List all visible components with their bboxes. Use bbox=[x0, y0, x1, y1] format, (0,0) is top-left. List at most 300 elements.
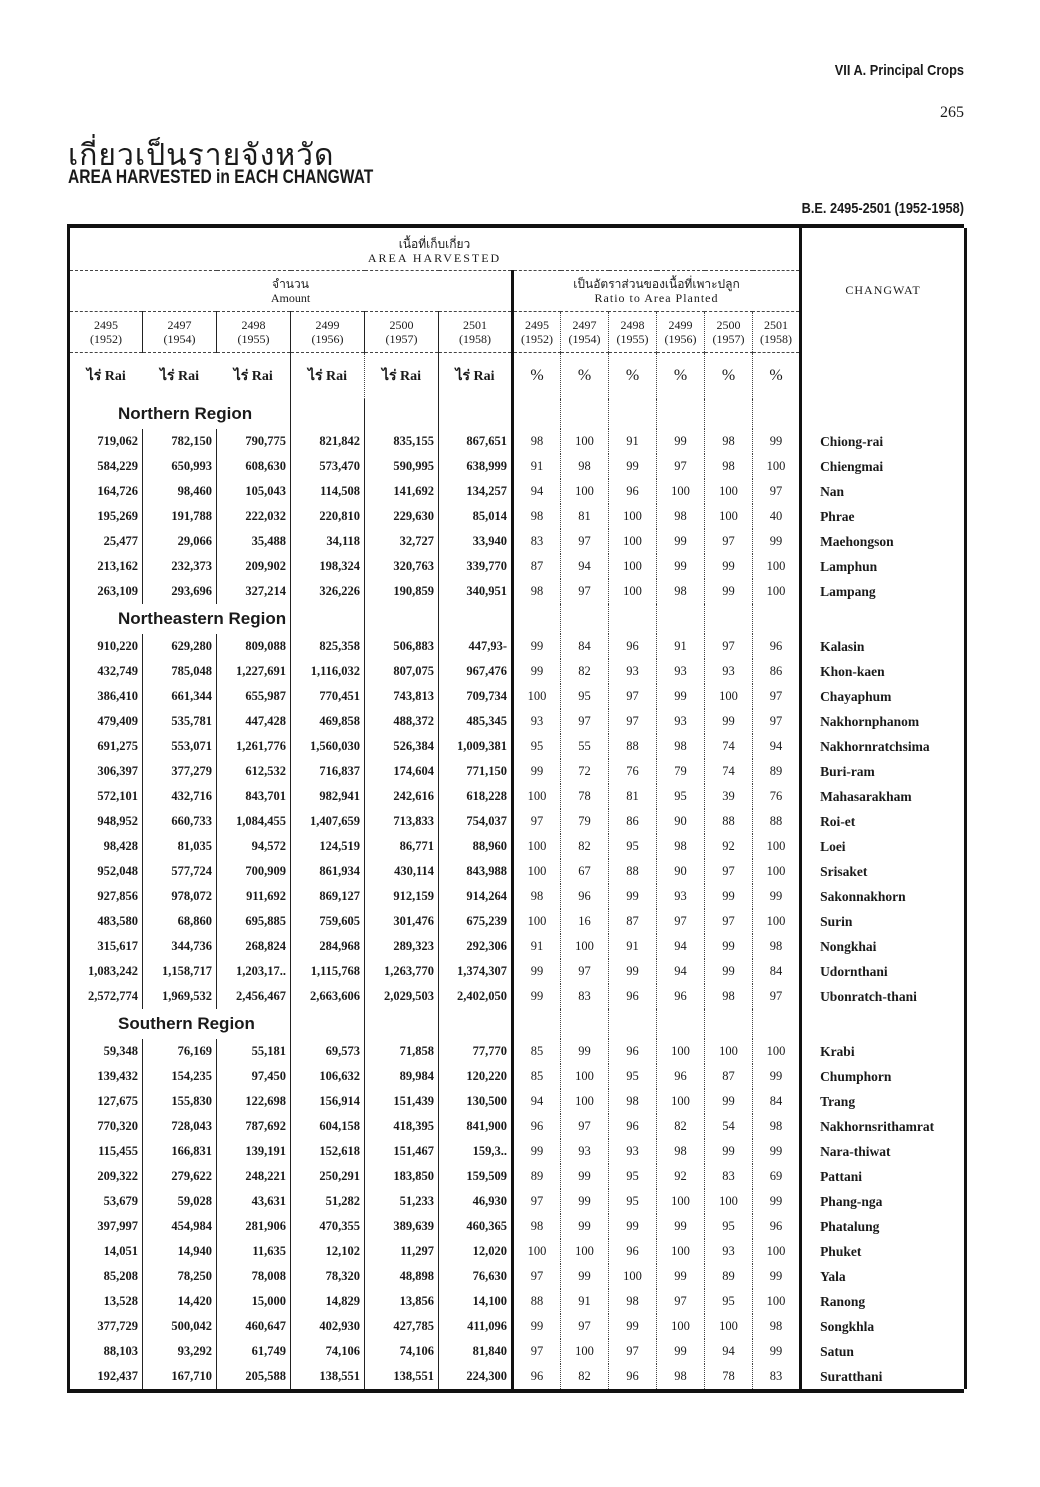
ratio-cell: 96 bbox=[609, 1114, 657, 1139]
amount-cell: 78,008 bbox=[217, 1264, 291, 1289]
amount-cell: 29,066 bbox=[143, 529, 217, 554]
amount-cell: 159,509 bbox=[439, 1164, 513, 1189]
amount-cell: 340,951 bbox=[439, 579, 513, 604]
table-row bbox=[69, 1189, 966, 1214]
ratio-cell: 100 bbox=[657, 1239, 705, 1264]
amount-cell: 782,150 bbox=[143, 429, 217, 454]
amount-cell: 11,635 bbox=[217, 1239, 291, 1264]
amount-cell: 78,250 bbox=[143, 1264, 217, 1289]
amount-cell: 14,420 bbox=[143, 1289, 217, 1314]
ratio-cell: 100 bbox=[561, 429, 609, 454]
amount-cell: 488,372 bbox=[365, 709, 439, 734]
amount-cell: 728,043 bbox=[143, 1114, 217, 1139]
amount-cell: 469,858 bbox=[291, 709, 365, 734]
ratio-cell: 94 bbox=[513, 1089, 561, 1114]
amount-cell: 35,488 bbox=[217, 529, 291, 554]
ratio-cell: 89 bbox=[753, 759, 801, 784]
amount-cell: 1,263,770 bbox=[365, 959, 439, 984]
amount-cell: 377,729 bbox=[69, 1314, 143, 1339]
amount-cell: 754,037 bbox=[439, 809, 513, 834]
ratio-cell: 99 bbox=[657, 529, 705, 554]
ratio-cell: 84 bbox=[753, 959, 801, 984]
table-row bbox=[69, 1289, 966, 1314]
ratio-cell: 100 bbox=[705, 479, 753, 504]
amount-cell: 46,930 bbox=[439, 1189, 513, 1214]
ratio-header bbox=[513, 271, 801, 312]
ratio-cell: 83 bbox=[705, 1164, 753, 1189]
ratio-cell: 100 bbox=[705, 684, 753, 709]
amount-cell: 719,062 bbox=[69, 429, 143, 454]
amount-cell: 205,588 bbox=[217, 1364, 291, 1389]
empty-cell bbox=[609, 399, 657, 429]
changwat-name: Lamphun bbox=[801, 554, 966, 579]
empty-cell bbox=[365, 1009, 439, 1039]
table-row bbox=[69, 1314, 966, 1339]
amount-cell: 59,348 bbox=[69, 1039, 143, 1064]
amount-cell: 573,470 bbox=[291, 454, 365, 479]
amount-cell: 13,528 bbox=[69, 1289, 143, 1314]
table-row bbox=[69, 554, 966, 579]
changwat-name: Surin bbox=[801, 909, 966, 934]
area-harvested-header bbox=[69, 228, 801, 271]
table-row bbox=[69, 1339, 966, 1364]
table-row bbox=[69, 634, 966, 659]
year-ce: (1955) bbox=[237, 332, 270, 346]
amount-cell: 61,749 bbox=[217, 1339, 291, 1364]
section-label: VII A. Principal Crops bbox=[834, 62, 964, 79]
ratio-cell: 99 bbox=[753, 1189, 801, 1214]
ratio-cell: 95 bbox=[609, 1064, 657, 1089]
ratio-cell: 98 bbox=[513, 884, 561, 909]
amount-cell: 1,261,776 bbox=[217, 734, 291, 759]
changwat-name: Nara-thiwat bbox=[801, 1139, 966, 1164]
amount-cell: 263,109 bbox=[69, 579, 143, 604]
amount-cell: 432,749 bbox=[69, 659, 143, 684]
ratio-cell: 100 bbox=[657, 1189, 705, 1214]
year-be: 2499 bbox=[315, 318, 340, 332]
table-row bbox=[69, 529, 966, 554]
ratio-cell: 99 bbox=[705, 1139, 753, 1164]
amount-cell: 93,292 bbox=[143, 1339, 217, 1364]
table-row bbox=[69, 684, 966, 709]
amount-cell: 151,439 bbox=[365, 1089, 439, 1114]
ratio-unit: % bbox=[561, 353, 609, 400]
amount-cell: 141,692 bbox=[365, 479, 439, 504]
empty-cell bbox=[705, 1009, 753, 1039]
changwat-name: Krabi bbox=[801, 1039, 966, 1064]
amount-cell: 1,969,532 bbox=[143, 984, 217, 1009]
amount-cell: 86,771 bbox=[365, 834, 439, 859]
amount-cell: 1,158,717 bbox=[143, 959, 217, 984]
amount-cell: 289,323 bbox=[365, 934, 439, 959]
amount-cell: 572,101 bbox=[69, 784, 143, 809]
empty-cell bbox=[657, 1009, 705, 1039]
amount-cell: 447,93- bbox=[439, 634, 513, 659]
ratio-cell: 98 bbox=[657, 1139, 705, 1164]
ratio-cell: 99 bbox=[705, 1089, 753, 1114]
amount-cell: 43,631 bbox=[217, 1189, 291, 1214]
year-be: 2495 bbox=[94, 318, 118, 332]
amount-cell: 709,734 bbox=[439, 684, 513, 709]
ratio-cell: 100 bbox=[753, 554, 801, 579]
changwat-header: CHANGWAT bbox=[801, 228, 966, 353]
amount-cell: 98,460 bbox=[143, 479, 217, 504]
ratio-cell: 81 bbox=[561, 504, 609, 529]
amount-cell: 292,306 bbox=[439, 934, 513, 959]
ratio-cell: 98 bbox=[561, 454, 609, 479]
amount-cell: 229,630 bbox=[365, 504, 439, 529]
year-be: 2497 bbox=[167, 318, 192, 332]
ratio-cell: 78 bbox=[705, 1364, 753, 1389]
amount-cell: 861,934 bbox=[291, 859, 365, 884]
changwat-name: Chiengmai bbox=[801, 454, 966, 479]
amount-cell: 14,100 bbox=[439, 1289, 513, 1314]
amount-cell: 535,781 bbox=[143, 709, 217, 734]
ratio-cell: 93 bbox=[657, 659, 705, 684]
table-row bbox=[69, 454, 966, 479]
ratio-cell: 74 bbox=[705, 759, 753, 784]
amount-cell: 339,770 bbox=[439, 554, 513, 579]
ratio-cell: 98 bbox=[513, 504, 561, 529]
ratio-cell: 74 bbox=[705, 734, 753, 759]
ratio-cell: 89 bbox=[513, 1164, 561, 1189]
ratio-cell: 99 bbox=[609, 1214, 657, 1239]
ratio-cell: 88 bbox=[609, 734, 657, 759]
empty-cell bbox=[561, 604, 609, 634]
ratio-cell: 90 bbox=[657, 809, 705, 834]
amount-cell: 454,984 bbox=[143, 1214, 217, 1239]
year-ce: (1955) bbox=[616, 332, 649, 346]
amount-cell: 81,840 bbox=[439, 1339, 513, 1364]
amount-cell: 432,716 bbox=[143, 784, 217, 809]
ratio-cell: 97 bbox=[609, 1339, 657, 1364]
year-ce: (1958) bbox=[459, 332, 491, 346]
amount-cell: 25,477 bbox=[69, 529, 143, 554]
amount-cell: 655,987 bbox=[217, 684, 291, 709]
ratio-cell: 97 bbox=[753, 709, 801, 734]
ratio-cell: 94 bbox=[705, 1339, 753, 1364]
amount-cell: 69,573 bbox=[291, 1039, 365, 1064]
amount-cell: 553,071 bbox=[143, 734, 217, 759]
amount-cell: 94,572 bbox=[217, 834, 291, 859]
ratio-cell: 96 bbox=[609, 634, 657, 659]
ratio-cell: 97 bbox=[705, 909, 753, 934]
table-row bbox=[69, 734, 966, 759]
empty-cell bbox=[439, 604, 513, 634]
amount-cell: 77,770 bbox=[439, 1039, 513, 1064]
table-row bbox=[69, 1114, 966, 1139]
year-be: 2499 bbox=[668, 318, 693, 332]
ratio-cell: 84 bbox=[561, 634, 609, 659]
ratio-cell: 99 bbox=[705, 959, 753, 984]
ratio-cell: 99 bbox=[513, 634, 561, 659]
amount-cell: 612,532 bbox=[217, 759, 291, 784]
amount-cell: 48,898 bbox=[365, 1264, 439, 1289]
empty-cell bbox=[561, 399, 609, 429]
region-header-row bbox=[69, 1009, 966, 1039]
ratio-cell: 99 bbox=[609, 959, 657, 984]
amount-cell: 105,043 bbox=[217, 479, 291, 504]
ratio-cell: 97 bbox=[561, 959, 609, 984]
ratio-cell: 100 bbox=[609, 579, 657, 604]
ratio-cell: 93 bbox=[657, 884, 705, 909]
ratio-cell: 98 bbox=[609, 1089, 657, 1114]
ratio-cell: 100 bbox=[609, 504, 657, 529]
empty-cell bbox=[609, 1009, 657, 1039]
ratio-unit: % bbox=[609, 353, 657, 400]
ratio-cell: 98 bbox=[657, 834, 705, 859]
amount-cell: 790,775 bbox=[217, 429, 291, 454]
ratio-cell: 96 bbox=[513, 1114, 561, 1139]
changwat-name: Pattani bbox=[801, 1164, 966, 1189]
ratio-cell: 99 bbox=[513, 659, 561, 684]
amount-cell: 33,940 bbox=[439, 529, 513, 554]
ratio-cell: 98 bbox=[705, 984, 753, 1009]
ratio-cell: 99 bbox=[753, 529, 801, 554]
ratio-cell: 99 bbox=[753, 1139, 801, 1164]
amount-cell: 2,456,467 bbox=[217, 984, 291, 1009]
amount-header bbox=[69, 271, 513, 312]
amount-cell: 577,724 bbox=[143, 859, 217, 884]
amount-cell: 174,604 bbox=[365, 759, 439, 784]
ratio-cell: 97 bbox=[513, 809, 561, 834]
table-row bbox=[69, 1064, 966, 1089]
amount-cell: 982,941 bbox=[291, 784, 365, 809]
amount-cell: 743,813 bbox=[365, 684, 439, 709]
table-row bbox=[69, 1089, 966, 1114]
amount-cell: 130,500 bbox=[439, 1089, 513, 1114]
amount-cell: 248,221 bbox=[217, 1164, 291, 1189]
amount-cell: 825,358 bbox=[291, 634, 365, 659]
amount-cell: 650,993 bbox=[143, 454, 217, 479]
ratio-cell: 76 bbox=[609, 759, 657, 784]
ratio-cell: 87 bbox=[609, 909, 657, 934]
ratio-cell: 99 bbox=[753, 1339, 801, 1364]
ratio-cell: 97 bbox=[753, 684, 801, 709]
amount-cell: 14,051 bbox=[69, 1239, 143, 1264]
amount-cell: 967,476 bbox=[439, 659, 513, 684]
ratio-cell: 87 bbox=[513, 554, 561, 579]
amount-cell: 76,169 bbox=[143, 1039, 217, 1064]
amount-cell: 293,696 bbox=[143, 579, 217, 604]
amount-cell: 1,407,659 bbox=[291, 809, 365, 834]
ratio-cell: 82 bbox=[561, 834, 609, 859]
empty-cell bbox=[705, 399, 753, 429]
ratio-cell: 84 bbox=[753, 1089, 801, 1114]
changwat-name: Phrae bbox=[801, 504, 966, 529]
amount-cell: 327,214 bbox=[217, 579, 291, 604]
ratio-cell: 97 bbox=[609, 709, 657, 734]
amount-cell: 138,551 bbox=[365, 1364, 439, 1389]
amount-cell: 948,952 bbox=[69, 809, 143, 834]
amount-cell: 190,859 bbox=[365, 579, 439, 604]
ratio-cell: 98 bbox=[513, 579, 561, 604]
empty-cell bbox=[291, 604, 365, 634]
year-ce: (1956) bbox=[311, 332, 344, 346]
amount-cell: 213,162 bbox=[69, 554, 143, 579]
changwat-unit-cell bbox=[801, 353, 966, 400]
ratio-cell: 95 bbox=[561, 684, 609, 709]
amount-cell: 115,455 bbox=[69, 1139, 143, 1164]
ratio-cell: 97 bbox=[657, 909, 705, 934]
amount-cell: 912,159 bbox=[365, 884, 439, 909]
amount-cell: 618,228 bbox=[439, 784, 513, 809]
amount-cell: 841,900 bbox=[439, 1114, 513, 1139]
amount-cell: 843,701 bbox=[217, 784, 291, 809]
changwat-name: Kalasin bbox=[801, 634, 966, 659]
ratio-cell: 98 bbox=[753, 1314, 801, 1339]
ratio-cell: 91 bbox=[609, 934, 657, 959]
ratio-unit: % bbox=[753, 353, 801, 400]
period-label: B.E. 2495-2501 (1952-1958) bbox=[801, 200, 964, 217]
amount-unit: ไร่ Rai bbox=[233, 369, 273, 384]
table-row bbox=[69, 984, 966, 1009]
amount-cell: 85,208 bbox=[69, 1264, 143, 1289]
ratio-cell: 100 bbox=[753, 1039, 801, 1064]
ratio-cell: 88 bbox=[609, 859, 657, 884]
ratio-cell: 98 bbox=[753, 1114, 801, 1139]
ratio-cell: 97 bbox=[561, 579, 609, 604]
ratio-cell: 97 bbox=[561, 1114, 609, 1139]
amount-year-header bbox=[439, 312, 513, 353]
table-row bbox=[69, 909, 966, 934]
amount-cell: 55,181 bbox=[217, 1039, 291, 1064]
ratio-cell: 100 bbox=[513, 684, 561, 709]
ratio-cell: 91 bbox=[513, 454, 561, 479]
ratio-header-en: Ratio to Area Planted bbox=[594, 291, 719, 305]
ratio-cell: 99 bbox=[513, 1139, 561, 1164]
ratio-cell: 91 bbox=[609, 429, 657, 454]
amount-cell: 281,906 bbox=[217, 1214, 291, 1239]
ratio-year-header bbox=[561, 312, 609, 353]
amount-cell: 397,997 bbox=[69, 1214, 143, 1239]
changwat-name: Yala bbox=[801, 1264, 966, 1289]
area-harvested-table bbox=[67, 224, 964, 1393]
amount-cell: 97,450 bbox=[217, 1064, 291, 1089]
ratio-cell: 89 bbox=[705, 1264, 753, 1289]
ratio-cell: 98 bbox=[753, 934, 801, 959]
amount-header-en: Amount bbox=[270, 291, 311, 305]
ratio-cell: 88 bbox=[513, 1289, 561, 1314]
ratio-cell: 86 bbox=[609, 809, 657, 834]
region-header-row bbox=[69, 399, 966, 429]
amount-cell: 2,663,606 bbox=[291, 984, 365, 1009]
ratio-cell: 54 bbox=[705, 1114, 753, 1139]
amount-cell: 279,622 bbox=[143, 1164, 217, 1189]
amount-cell: 68,860 bbox=[143, 909, 217, 934]
ratio-cell: 95 bbox=[609, 1164, 657, 1189]
region-name: Northern Region bbox=[118, 404, 253, 423]
year-be: 2497 bbox=[572, 318, 597, 332]
ratio-cell: 99 bbox=[705, 579, 753, 604]
amount-unit: ไร่ Rai bbox=[365, 353, 439, 400]
ratio-cell: 93 bbox=[609, 659, 657, 684]
amount-cell: 869,127 bbox=[291, 884, 365, 909]
ratio-cell: 93 bbox=[705, 659, 753, 684]
amount-cell: 301,476 bbox=[365, 909, 439, 934]
ratio-cell: 95 bbox=[705, 1289, 753, 1314]
table-row bbox=[69, 1039, 966, 1064]
amount-cell: 106,632 bbox=[291, 1064, 365, 1089]
year-ce: (1956) bbox=[664, 332, 697, 346]
year-ce: (1957) bbox=[712, 332, 745, 346]
table-row bbox=[69, 659, 966, 684]
ratio-cell: 98 bbox=[705, 429, 753, 454]
amount-cell: 192,437 bbox=[69, 1364, 143, 1389]
title-thai: เกี่ยวเป็นรายจังหวัด bbox=[68, 139, 335, 172]
ratio-cell: 98 bbox=[609, 1289, 657, 1314]
ratio-cell: 99 bbox=[657, 429, 705, 454]
ratio-cell: 97 bbox=[657, 1289, 705, 1314]
amount-cell: 191,788 bbox=[143, 504, 217, 529]
ratio-cell: 96 bbox=[609, 1364, 657, 1389]
amount-cell: 89,984 bbox=[365, 1064, 439, 1089]
ratio-cell: 100 bbox=[561, 934, 609, 959]
ratio-cell: 100 bbox=[657, 1089, 705, 1114]
changwat-name: Nongkhai bbox=[801, 934, 966, 959]
ratio-cell: 99 bbox=[513, 959, 561, 984]
ratio-cell: 93 bbox=[513, 709, 561, 734]
amount-cell: 770,451 bbox=[291, 684, 365, 709]
ratio-cell: 99 bbox=[561, 1039, 609, 1064]
amount-cell: 660,733 bbox=[143, 809, 217, 834]
page-number: 265 bbox=[940, 104, 964, 121]
amount-cell: 151,467 bbox=[365, 1139, 439, 1164]
ratio-cell: 99 bbox=[609, 884, 657, 909]
amount-cell: 134,257 bbox=[439, 479, 513, 504]
amount-cell: 222,032 bbox=[217, 504, 291, 529]
amount-cell: 242,616 bbox=[365, 784, 439, 809]
ratio-cell: 100 bbox=[705, 1039, 753, 1064]
amount-cell: 470,355 bbox=[291, 1214, 365, 1239]
amount-year-header bbox=[365, 312, 439, 353]
empty-cell bbox=[801, 1009, 966, 1039]
amount-cell: 138,551 bbox=[291, 1364, 365, 1389]
amount-cell: 167,710 bbox=[143, 1364, 217, 1389]
amount-cell: 2,029,503 bbox=[365, 984, 439, 1009]
ratio-unit: % bbox=[705, 353, 753, 400]
empty-cell bbox=[657, 604, 705, 634]
changwat-name: Phatalung bbox=[801, 1214, 966, 1239]
ratio-cell: 93 bbox=[561, 1139, 609, 1164]
ratio-cell: 99 bbox=[657, 684, 705, 709]
amount-cell: 460,647 bbox=[217, 1314, 291, 1339]
ratio-cell: 83 bbox=[561, 984, 609, 1009]
amount-cell: 1,083,242 bbox=[69, 959, 143, 984]
region-header-row bbox=[69, 604, 966, 634]
amount-cell: 485,345 bbox=[439, 709, 513, 734]
amount-cell: 608,630 bbox=[217, 454, 291, 479]
amount-unit: ไร่ Rai bbox=[439, 353, 513, 400]
table-row bbox=[69, 884, 966, 909]
amount-cell: 209,322 bbox=[69, 1164, 143, 1189]
ratio-cell: 100 bbox=[609, 1264, 657, 1289]
ratio-cell: 88 bbox=[753, 809, 801, 834]
amount-header-thai: จำนวน bbox=[272, 277, 309, 291]
amount-unit: ไร่ Rai bbox=[159, 369, 200, 384]
amount-cell: 716,837 bbox=[291, 759, 365, 784]
empty-cell bbox=[365, 604, 439, 634]
amount-cell: 911,692 bbox=[217, 884, 291, 909]
amount-cell: 1,227,691 bbox=[217, 659, 291, 684]
amount-cell: 785,048 bbox=[143, 659, 217, 684]
amount-cell: 1,084,455 bbox=[217, 809, 291, 834]
empty-cell bbox=[513, 399, 561, 429]
ratio-cell: 100 bbox=[753, 909, 801, 934]
amount-cell: 1,009,381 bbox=[439, 734, 513, 759]
changwat-name: Maehongson bbox=[801, 529, 966, 554]
amount-cell: 139,191 bbox=[217, 1139, 291, 1164]
